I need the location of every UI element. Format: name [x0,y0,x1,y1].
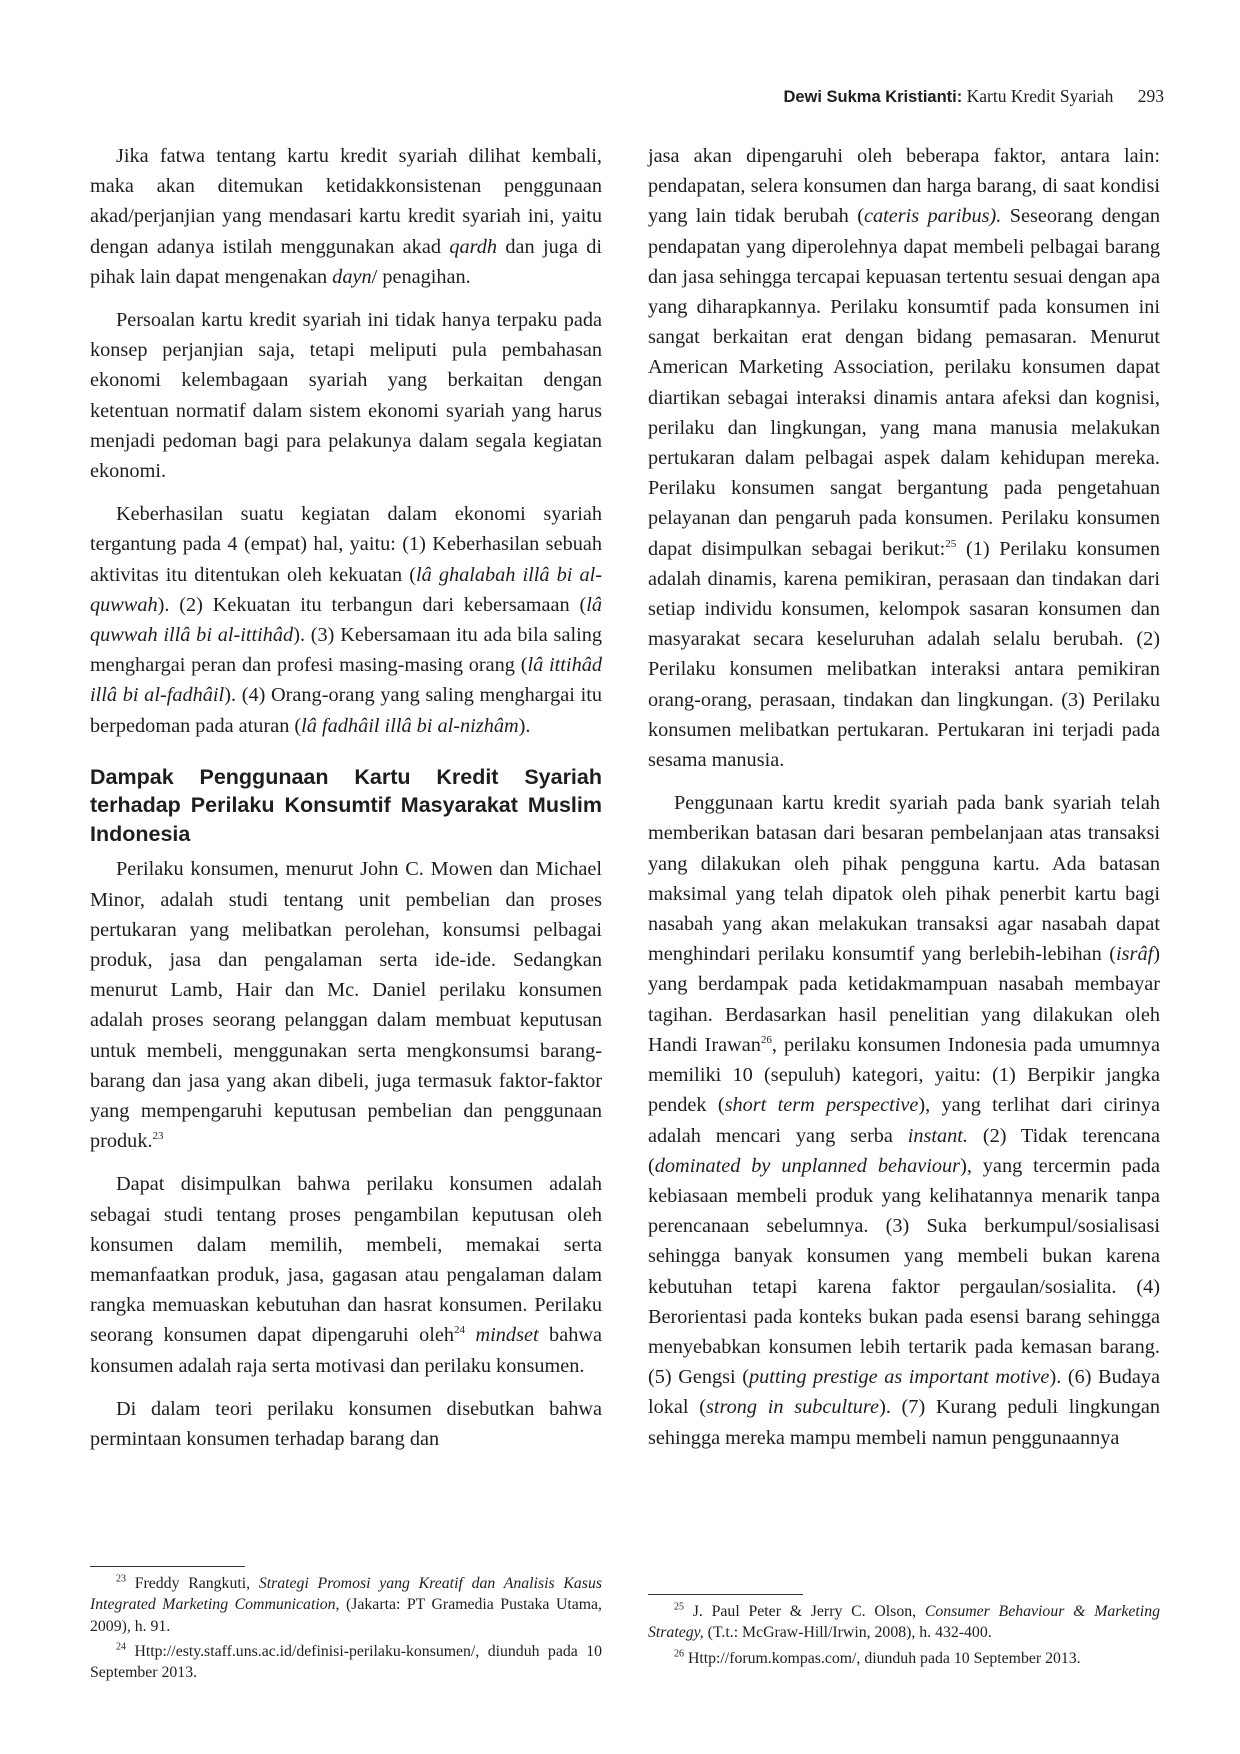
footnote-rule [648,1594,803,1595]
header-title: Kartu Kredit Syariah [966,86,1114,106]
paragraph [90,854,602,1156]
text-run: (1) Perilaku konsumen adalah dinamis, karena pemikiran, perasaan dan tindakan dari setiap individu konsumen, kelompok sasaran konsumen dan masyarakat secara keseluruhan adalah selalu berubah. (2) Perilaku konsumen melibatkan interaksi antara pemikiran orang-orang, perasaan, tindakan dan lingkungan. (3) Perilaku konsumen melibatkan pertukaran. Pertukaran ini terjadi pada sesama manusia. [648,537,1160,772]
header-author: Dewi Sukma Kristianti: [783,88,963,106]
text-run [465,1324,475,1346]
text-run: ). (2) Kekuatan itu terbangun dari kebersamaan ( [157,593,587,616]
paragraph [90,141,602,292]
text-run: ) yang berdampak pada ketidakmampuan nasabah membayar tagihan. Berdasarkan hasil penelitian yang dilakukan oleh Handi Irawan [648,943,1160,1056]
text-run: Penggunaan kartu kredit syariah pada bank syariah telah memberikan batasan dari besaran pembelanjaan atas transaksi yang dilakukan oleh pihak pengguna kartu. Ada batasan maksimal yang telah dipatok oleh pihak penerbit kartu bagi nasabah yang akan melakukan transaksi agar nasabah dapat menghindari perilaku konsumtif yang berlebih-lebihan ( [648,792,1160,966]
paragraph [90,1169,602,1380]
italic-text: isrâf [1116,943,1154,966]
text-run: Jika fatwa tentang kartu kredit syariah dilihat kembali, maka akan ditemukan ketidakkonsistenan penggunaan akad/perjanjian yang mendasari kartu kredit syariah ini, yaitu dengan adanya istilah menggunakan akad [90,145,602,258]
footnote-ref: 26 [760,1034,772,1047]
italic-text: qardh [449,235,498,258]
paragraph [648,788,1160,1452]
text-run: Di dalam teori perilaku konsumen disebutkan bahwa permintaan konsumen terhadap barang dan [90,1397,602,1451]
footnote-ref: 26 [674,1648,684,1660]
footnote [90,1641,602,1684]
italic-text: strong in subculture [705,1396,880,1419]
left-column [90,141,602,1467]
italic-text: Consumer Behaviour & Marketing Strategy, [648,1603,1160,1642]
footnote-rule [90,1566,245,1567]
footnote-ref: 24 [116,1641,126,1653]
page-number: 293 [1137,86,1164,106]
footnote-ref: 25 [674,1601,684,1613]
italic-text: lâ quwwah illâ bi al-ittihâd [90,593,602,647]
italic-text: lâ ittihâd illâ bi al-fadhâil [90,654,602,707]
italic-text: mindset [475,1324,539,1347]
italic-text: lâ ghalabah illâ bi al-quwwah [90,563,602,616]
italic-text: short term perspective [724,1094,919,1117]
text-run: Persoalan kartu kredit syariah ini tidak hanya terpaku pada konsep perjanjian saja, tetapi meliputi pula pembahasan ekonomi kelembagaan syariah yang berkaitan dengan ketentuan normatif dalam sistem ekonomi syariah yang harus menjadi pedoman bagi para pelakunya dalam segala kegiatan ekonomi. [90,309,602,483]
text-run: jasa akan dipengaruhi oleh beberapa faktor, antara lain: pendapatan, selera konsumen dan harga barang, di saat kondisi yang lain tidak berubah ( [648,145,1160,228]
italic-text: instant. [907,1124,968,1147]
italic-text: dominated by unplanned behaviour [654,1154,961,1177]
footnote-ref: 24 [454,1324,466,1337]
text-run: dan juga di pihak lain dapat mengenakan [90,235,602,288]
text-run: Freddy Rangkuti, [126,1575,259,1592]
text-run: ). (4) Orang-orang yang saling menghargai itu berpedoman pada aturan ( [90,684,602,737]
text-run: ). (6) Budaya lokal ( [648,1366,1160,1419]
text-run: ). [518,714,531,737]
footnote [648,1648,1160,1669]
text-run: Http://forum.kompas.com/, diunduh pada 10 September 2013. [684,1649,1081,1667]
running-header [783,86,1164,107]
footnote-ref: 23 [152,1130,164,1143]
text-run: J. Paul Peter & Jerry C. Olson, [684,1603,925,1620]
text-run: Seseorang dengan pendapatan yang diperolehnya dapat membeli pelbagai barang dan jasa sehingga tercapai kepuasan tertentu sesuai dengan apa yang diharapkannya. Perilaku konsumtif pada konsumen ini sangat berkaitan erat dengan bidang pemasaran. Menurut American Marketing Association, perilaku konsumen dapat diartikan sebagai interaksi dinamis antara afeksi dan kognisi, perilaku dan lingkungan, yang mana manusia melakukan pertukaran dalam pelbagai aspek dalam kehidupan mereka. Perilaku konsumen sangat bergantung pada pengetahuan pelayanan dan pengaruh pada konsumen. Perilaku konsumen dapat disimpulkan sebagai berikut: [648,205,1161,560]
footnote [648,1601,1160,1644]
text-run: ), yang tercermin pada kebiasaan membeli produk yang kelihatannya menarik tanpa perencanaan sebelumnya. (3) Suka berkumpul/sosialisasi sehingga banyak konsumen yang membeli bukan karena kebutuhan tetapi karena faktor pergaulan/sosialita. (4) Berorientasi pada konteks bukan pada esensi barang sehingga menyebabkan konsumen lebih tertarik pada kemasan barang. (5) Gengsi ( [648,1154,1160,1389]
text-run: Keberhasilan suatu kegiatan dalam ekonomi syariah tergantung pada 4 (empat) hal, yaitu: (1) Keberhasilan sebuah aktivitas itu ditentukan oleh kekuatan ( [90,503,602,586]
text-run: Http://esty.staff.uns.ac.id/definisi-perilaku-konsumen/, diunduh pada 10 September 2013. [90,1642,602,1682]
paragraph [648,141,1160,775]
italic-text: putting prestige as important motive [749,1366,1050,1389]
right-column [648,141,1160,1466]
italic-text: Strategi Promosi yang Kreatif dan Analisis Kasus Integrated Marketing Communication, [90,1575,602,1614]
footnotes-left [90,1566,602,1687]
text-run: ). (3) Kebersamaan itu ada bila saling menghargai peran dan profesi masing-masing orang ( [90,624,602,677]
section-heading: Dampak Penggunaan Kartu Kredit Syariah terhadap Perilaku Konsumtif Masyarakat Muslim Indonesia [90,764,602,846]
paragraph [90,1394,602,1454]
italic-text: cateris paribus). [863,205,1002,228]
text-run: ), yang terlihat dari cirinya adalah mencari yang serba [648,1094,1160,1147]
italic-text: lâ fadhâil illâ bi al-nizhâm [301,714,519,737]
paragraph [90,305,602,486]
text-run: bahwa konsumen adalah raja serta motivasi dan perilaku konsumen. [90,1324,602,1377]
text-run: , perilaku konsumen Indonesia pada umumnya memiliki 10 (sepuluh) kategori, yaitu: (1) Berpikir jangka pendek ( [648,1033,1161,1117]
text-run: ). (7) Kurang peduli lingkungan sehingga mereka mampu membeli namun penggunaannya [648,1396,1160,1449]
italic-text: dayn [332,265,372,288]
footnotes-right [648,1594,1160,1673]
text-run: (2) Tidak terencana ( [648,1124,1160,1177]
text-run: / penagihan. [371,265,471,288]
footnote-ref: 23 [116,1573,126,1585]
text-run: (Jakarta: PT Gramedia Pustaka Utama, 2009), h. 91. [90,1596,603,1635]
footnote-ref: 25 [945,537,957,550]
paragraph [90,499,602,741]
text-run: Dapat disimpulkan bahwa perilaku konsumen adalah sebagai studi tentang proses pengambilan keputusan oleh konsumen dalam memilih, membeli, memakai serta memanfaatkan produk, jasa, gagasan atau pengalaman dalam rangka memuaskan kebutuhan dan hasrat konsumen. Perilaku seorang konsumen dapat dipengaruhi oleh [90,1173,602,1347]
text-run: Perilaku konsumen, menurut John C. Mowen dan Michael Minor, adalah studi tentang unit pembelian dan proses pertukaran yang melibatkan perolehan, konsumsi pelbagai produk, jasa dan pengalaman serta ide-ide. Sedangkan menurut Lamb, Hair dan Mc. Daniel perilaku konsumen adalah proses seorang pelanggan dalam membuat keputusan untuk membeli, menggunakan serta mengkonsumsi barang-barang dan jasa yang akan dibeli, juga termasuk faktor-faktor yang mempengaruhi keputusan pembelian dan penggunaan produk. [90,858,602,1153]
footnote [90,1573,602,1637]
text-run: (T.t.: McGraw-Hill/Irwin, 2008), h. 432-400. [703,1624,992,1642]
